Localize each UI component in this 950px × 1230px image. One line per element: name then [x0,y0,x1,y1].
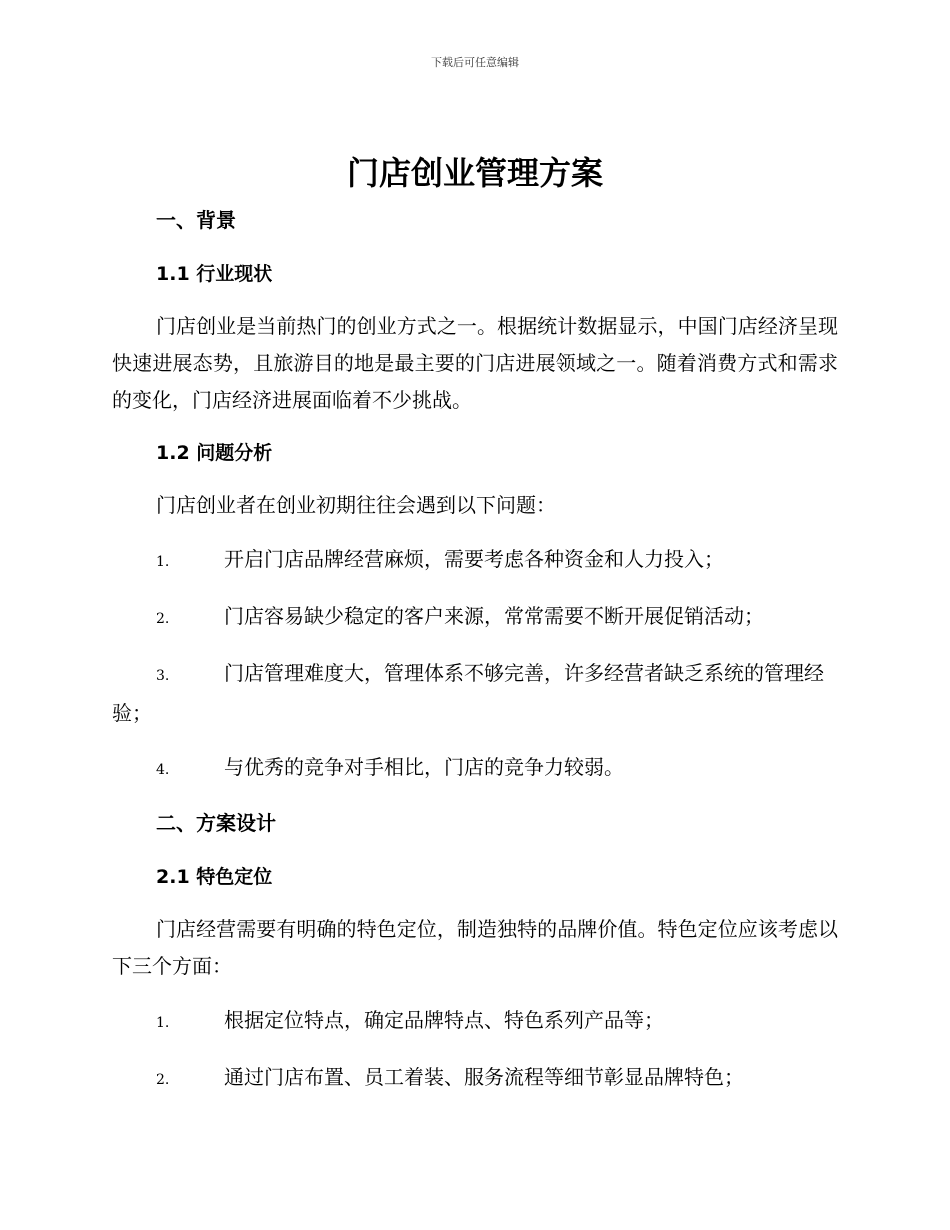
list-item [112,1059,838,1099]
subsection-heading-feature-positioning: 2.1 特色定位 [156,866,273,888]
paragraph-industry-status: 门店创业是当前热门的创业方式之一。根据统计数据显示，中国门店经济呈现快速进展态势，且旅游目的地是最主要的门店进展领域之一。随着消费方式和需求的变化，门店经济进展面临着不少挑战。 [112,314,838,412]
list-item-text: 门店容易缺少稳定的客户来源，常常需要不断开展促销活动； [224,604,764,628]
list-item-text: 通过门店布置、员工着装、服务流程等细节彰显品牌特色； [224,1065,744,1089]
list-item [112,598,838,638]
list-item-number: 2. [156,611,170,627]
list-item-number: 1. [156,1015,170,1031]
header-note: 下载后可任意编辑 [431,56,519,69]
subsection-heading-industry-status: 1.1 行业现状 [156,263,273,285]
section-heading-background: 一、背景 [156,208,236,232]
list-item-text: 门店管理难度大，管理体系不够完善，许多经营者缺乏系统的管理经验； [112,661,824,725]
document-body [112,200,838,1099]
list-item-text: 与优秀的竞争对手相比，门店的竞争力较弱。 [224,755,624,779]
subsection-heading-problem-analysis: 1.2 问题分析 [156,442,273,464]
list-item [112,1002,838,1042]
list-item-number: 2. [156,1072,170,1088]
list-item [112,749,838,789]
paragraph-feature-positioning: 门店经营需要有明确的特色定位，制造独特的品牌价值。特色定位应该考虑以下三个方面： [112,917,838,978]
list-item-text: 开启门店品牌经营麻烦，需要考虑各种资金和人力投入； [224,547,724,571]
page-title: 门店创业管理方案 [346,154,603,192]
section-heading-plan-design: 二、方案设计 [156,811,276,835]
list-item-number: 4. [156,762,170,778]
list-item-number: 3. [156,668,170,684]
list-item [112,541,838,581]
list-item [112,655,838,732]
list-item-number: 1. [156,554,170,570]
list-item-text: 根据定位特点，确定品牌特点、特色系列产品等； [224,1008,664,1032]
paragraph-problem-intro: 门店创业者在创业初期往往会遇到以下问题： [156,493,556,517]
